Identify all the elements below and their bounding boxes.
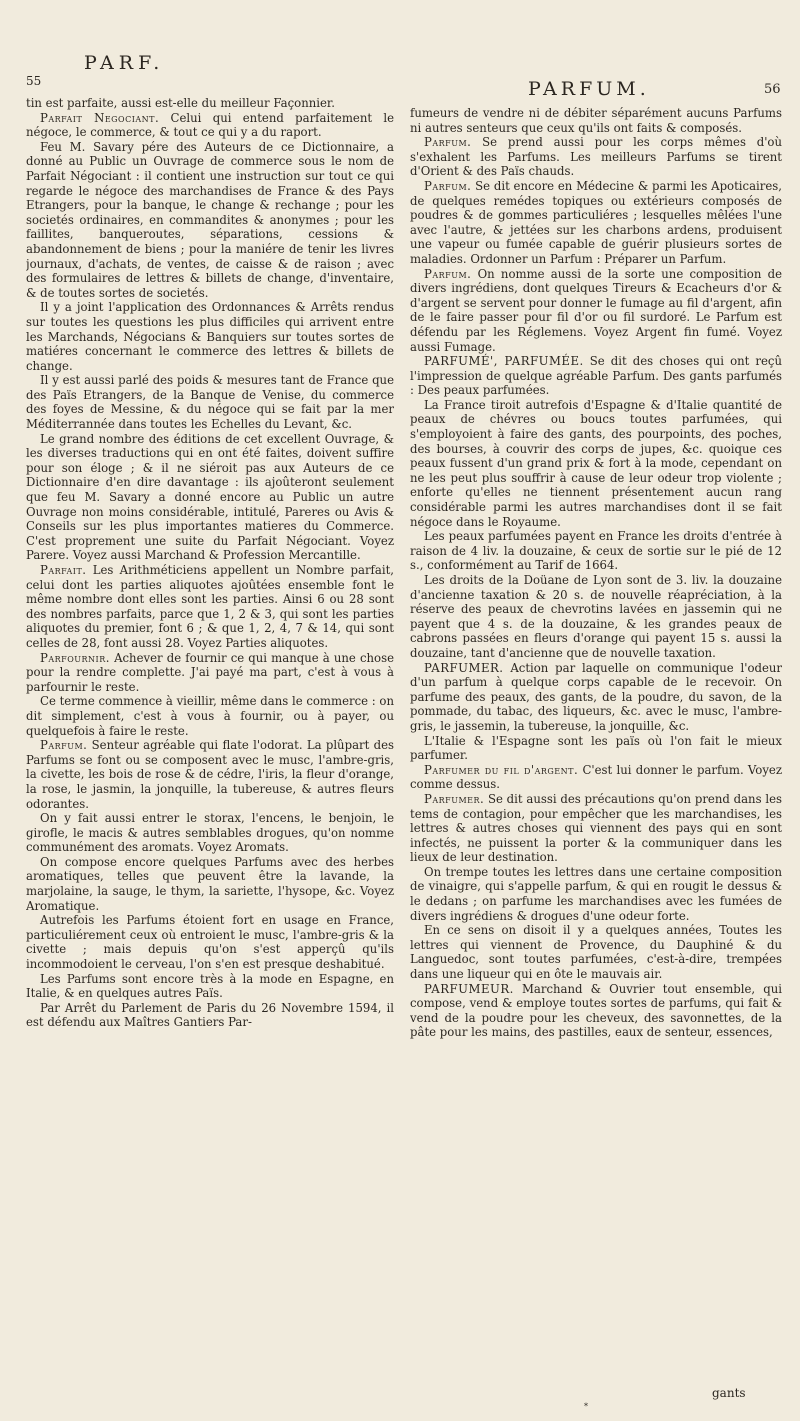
page-header xyxy=(0,46,800,100)
entry-text: Les droits de la Doüane de Lyon sont de 3. liv. la douzaine d'ancienne taxation & 20 s. de nouvelle réapréciation, à la réserve des peaux de chevrotins lavées en jassemin qui ne payent que 4 s. de la douzaine, & les grandes peaux de cabrons passées en fleurs d'orange qui payent 15 s. aussi la douzaine, tant d'ancienne que de nouvelle taxation. xyxy=(410,573,782,660)
entry-text: La France tiroit autrefois d'Espagne & d'Italie quantité de peaux de chévres ou boucs toutes parfumées, qui s'employoient à faire des gants, des pourpoints, des poches, des bourses, à couvrir des corps de jupes, &c. quoique ces peaux fussent d'un grand prix & fort à la mode, cependant on ne les peut plus souffrir à cause de leur odeur trop violente ; enforte qu'elles ne tiennent présentement aucun rang considérable parmi les autres marchandises dont il se fait négoce dans le Royaume. xyxy=(410,397,782,529)
entry-headword: Parfum. xyxy=(40,738,88,753)
entry-headword: Parfum. xyxy=(424,135,472,150)
entry-text: Se dit encore en Médecine & parmi les Apoticaires, de quelques remédes topiques ou extérieurs composés de poudres & de gommes particuliéres ; lesquelles mêlées l'une avec l'autre, & jettées sur les charbons ardens, produisent une vapeur ou fumée capable de guérir plusieurs sortes de maladies. Ordonner un Parfum : Préparer un Parfum. xyxy=(410,178,782,266)
entry-text: Feu M. Savary pére des Auteurs de ce Dictionnaire, a donné au Public un Ouvrage de commerce sous le nom de Parfait Négociant : il contient une instruction sur tout ce qui regarde le négoce des marchandises de France & des Pays Etrangers, pour la banque, le change & rechange ; pour les societés ordinaires, en commandites & anonymes ; pour les faillites, banqueroutes, séparations, cessions & abandonnement de biens ; pour la maniére de tenir les livres journaux, d'achats, de ventes, de caisse & de raison ; avec des formulaires de lettres & billets de change, d'inventaire, & de toutes sortes de societés. xyxy=(26,139,394,300)
paragraph xyxy=(26,432,394,563)
paragraph xyxy=(410,106,782,135)
dictionary-entry xyxy=(410,267,782,355)
dictionary-entry xyxy=(410,982,782,1040)
paragraph xyxy=(410,573,782,661)
entry-headword: PARFUMEUR. xyxy=(424,981,514,996)
entry-headword: Parfumer du fil d'argent. xyxy=(424,762,579,777)
entry-text: Le grand nombre des éditions de cet excellent Ouvrage, & les diverses traductions qui en ont été faites, doivent suffire pour son éloge ; & il ne siéroit pas aux Auteurs de ce Dictionnaire d'en dire davantage : ils ajoûteront seulement que feu M. Savary a donné encore au Public un autre Ouvrage non moins considérable, intitulé, Pareres ou Avis & Conseils sur les plus importantes matieres du Commerce. C'est proprement une suite du Parfait Négociant. Voyez Parere. Voyez aussi Marchand & Profession Mercantille. xyxy=(26,431,394,563)
dictionary-entry xyxy=(410,661,782,734)
entry-text: Il y a joint l'application des Ordonnances & Arrêts rendus sur toutes les questions les plus difficiles qui arrivent entre les Marchands, Négocians & Banquiers sur toutes sortes de matiéres concernant le commerce des lettres & billets de change. xyxy=(26,300,394,373)
entry-text: Ce terme commence à vieillir, même dans le commerce : on dit simplement, c'est à vous à fournir, ou à payer, ou quelquefois à faire le reste. xyxy=(26,694,394,738)
entry-text: fumeurs de vendre ni de débiter séparément aucuns Parfums ni autres senteurs que ceux qu'ils ont faits & composés. xyxy=(410,106,782,135)
right-page-number: 56 xyxy=(764,82,781,97)
catchword: gants xyxy=(712,1386,746,1400)
entry-text: Les Parfums sont encore très à la mode en Espagne, en Italie, & en quelques autres Païs. xyxy=(26,971,394,1001)
paragraph xyxy=(26,300,394,373)
dictionary-entry xyxy=(410,135,782,179)
right-text-column xyxy=(410,106,782,1406)
paragraph xyxy=(26,913,394,971)
dictionary-entry xyxy=(410,763,782,792)
entry-text: Action par laquelle on communique l'odeur d'un parfum à quelque corps capable de le recevoir. On parfume des peaux, des gants, de la poudre, du savon, de la pommade, du tabac, des liqueurs, &c. avec le musc, l'ambre-gris, le jassemin, la tubereuse, la jonquille, &c. xyxy=(410,660,782,733)
entry-text: On y fait aussi entrer le storax, l'encens, le benjoin, le girofle, le macis & autres semblables drogues, qu'on nomme communément des aromats. Voyez Aromats. xyxy=(26,811,394,855)
entry-text: Se dit aussi des précautions qu'on prend dans les tems de contagion, pour empêcher que les marchandises, les lettres & autres choses qui viennent des pays qui en sont infectés, ne puissent la porter & la communiquer dans les lieux de leur destination. xyxy=(410,791,782,865)
left-running-title: PARF. xyxy=(84,52,165,74)
entry-text: On compose encore quelques Parfums avec des herbes aromatiques, telles que peuvent être la lavande, la marjolaine, la sauge, le thym, la sariette, l'hysope, &c. Voyez Aromatique. xyxy=(26,854,394,913)
entry-text: Les Arithméticiens appellent un Nombre parfait, celui dont les parties aliquotes ajoûtées ensemble font le même nombre dont elles sont les parties. Ainsi 6 ou 28 sont des nombres parfaits, parce que 1, 2 & 3, qui sont les parties aliquotes du premier, font 6 ; & que 1, 2, 4, 7 & 14, qui sont celles de 28, font aussi 28. Voyez Parties aliquotes. xyxy=(26,563,394,650)
entry-text: Se dit des choses qui ont reçû l'impression de quelque agréable Parfum. Des gants parfumés : Des peaux parfumées. xyxy=(410,354,782,398)
entry-headword: Parfournir. xyxy=(40,650,110,665)
paragraph xyxy=(26,96,394,111)
entry-text: Les peaux parfumées payent en France les droits d'entrée à raison de 4 liv. la douzaine, & ceux de sortie sur le pié de 12 s., conformément au Tarif de 1664. xyxy=(410,529,782,573)
entry-headword: Parfumer. xyxy=(424,791,485,806)
entry-headword: PARFUMÉ', PARFUMÉE. xyxy=(424,354,584,369)
entry-text: L'Italie & l'Espagne sont les païs où l'on fait le mieux parfumer. xyxy=(410,733,782,763)
paragraph xyxy=(26,694,394,738)
entry-headword: Parfait Negociant. xyxy=(40,110,160,125)
entry-text: On trempe toutes les lettres dans une certaine composition de vinaigre, qui s'appelle parfum, & qui en rougit le dessus & le dedans ; on parfume les marchandises avec les fumées de divers ingrédiens & drogues d'une odeur forte. xyxy=(410,864,782,923)
paragraph xyxy=(26,140,394,301)
entry-text: Autrefois les Parfums étoient fort en usage en France, particuliérement ceux où entroient le musc, l'ambre-gris & la civette ; mais depuis qu'on s'est apperçû qu'ils incommodoient le cerveau, l'on s'en est presque deshabitué. xyxy=(26,913,394,972)
dictionary-entry xyxy=(410,792,782,865)
paragraph xyxy=(26,972,394,1001)
dictionary-entry xyxy=(26,738,394,811)
paragraph xyxy=(26,855,394,913)
entry-text: En ce sens on disoit il y a quelques années, Toutes les lettres qui viennent de Provence, du Dauphiné & du Languedoc, sont toutes parfumées, c'est-à-dire, trempées dans une liqueur qui en ôte le mauvais air. xyxy=(410,923,782,982)
entry-text: Achever de fournir ce qui manque à une chose pour la rendre complette. J'ai payé ma part, c'est à vous à parfournir le reste. xyxy=(26,650,394,694)
paragraph xyxy=(410,923,782,981)
dictionary-entry xyxy=(26,651,394,695)
entry-text: Se prend aussi pour les corps mêmes d'où s'exhalent les Parfums. Les meilleurs Parfums se tirent d'Orient & des Païs chauds. xyxy=(410,135,782,179)
entry-text: Celui qui entend parfaitement le négoce, le commerce, & tout ce qui y a du raport. xyxy=(26,110,394,140)
entry-text: Il y est aussi parlé des poids & mesures tant de France que des Païs Etrangers, de la Banque de Venise, du commerce des foyes de Messine, & du négoce qui se fait par la mer Méditerrannée dans toutes les Echelles du Levant, &c. xyxy=(26,373,394,432)
paragraph xyxy=(26,811,394,855)
dictionary-entry xyxy=(26,563,394,651)
entry-text: tin est parfaite, aussi est-elle du meilleur Façonnier. xyxy=(26,96,335,110)
paragraph xyxy=(410,529,782,573)
right-running-title: PARFUM. xyxy=(528,78,650,100)
entry-headword: Parfum. xyxy=(424,178,472,193)
left-page-number: 55 xyxy=(26,74,42,88)
entry-text: Senteur agréable qui flate l'odorat. La plûpart des Parfums se font ou se composent avec le musc, l'ambre-gris, la civette, les bois de rose & de cédre, l'iris, la fleur d'orange, la rose, le jasmin, la jonquille, la tubereuse, & autres fleurs odorantes. xyxy=(26,738,394,811)
signature-mark: * xyxy=(584,1402,588,1411)
paragraph xyxy=(26,1001,394,1030)
paragraph xyxy=(410,734,782,763)
dictionary-entry xyxy=(410,179,782,267)
entry-headword: PARFUMER. xyxy=(424,660,504,675)
entry-text: Par Arrêt du Parlement de Paris du 26 Novembre 1594, il est défendu aux Maîtres Gantiers Par- xyxy=(26,1000,394,1030)
left-text-column xyxy=(26,96,394,1396)
paragraph xyxy=(26,373,394,431)
entry-text: On nomme aussi de la sorte une composition de divers ingrédiens, dont quelques Tireurs & Ecacheurs d'or & d'argent se servent pour donner le fumage au fil d'argent, afin de le faire passer pour fil d'or ou fil surdoré. Le Parfum est défendu par les Réglemens. Voyez Argent fin fumé. Voyez aussi Fumage. xyxy=(410,266,782,354)
paragraph xyxy=(410,398,782,529)
entry-headword: Parfum. xyxy=(424,266,472,281)
dictionary-entry xyxy=(410,354,782,398)
dictionary-entry xyxy=(26,111,394,140)
entry-text: Marchand & Ouvrier tout ensemble, qui compose, vend & employe toutes sortes de parfums, qui fait & vend de la poudre pour les cheveux, des savonnettes, de la pâte pour les mains, des pastilles, eaux de senteur, essences, xyxy=(410,981,782,1040)
entry-text: C'est lui donner le parfum. Voyez comme dessus. xyxy=(410,762,782,792)
paragraph xyxy=(410,865,782,923)
entry-headword: Parfait. xyxy=(40,563,87,577)
